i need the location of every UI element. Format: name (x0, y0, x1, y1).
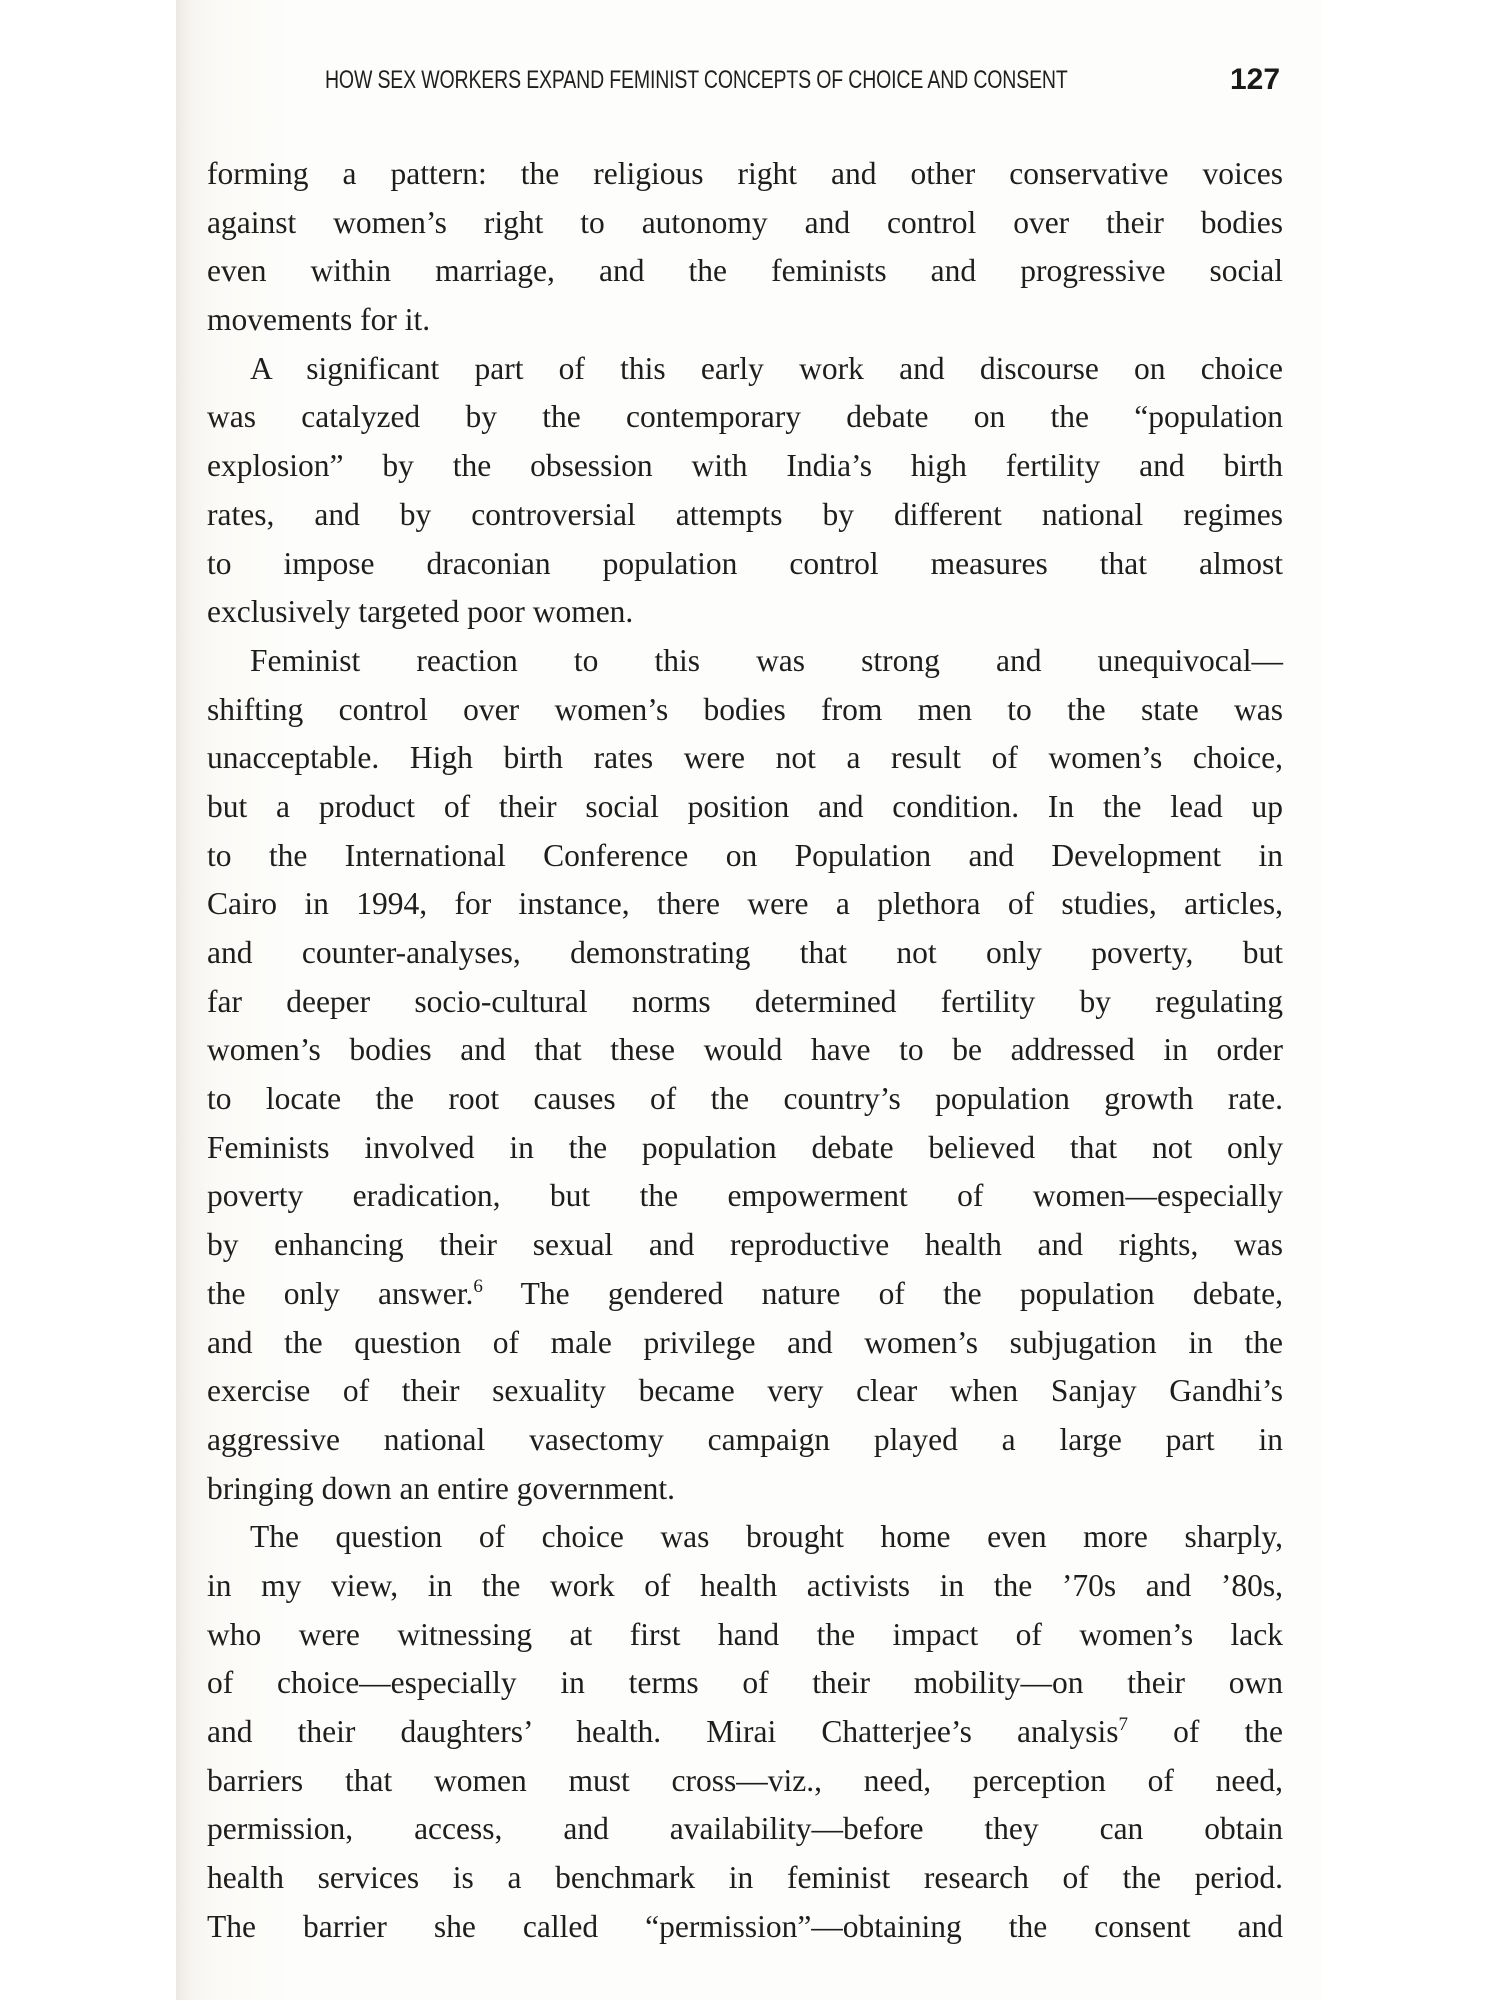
text-line: Feminists involved in the population debate believed that not only (207, 1129, 1283, 1165)
text-line: was catalyzed by the contemporary debate on the “population (207, 399, 1283, 435)
body-text (207, 152, 1283, 1953)
text-line: by enhancing their sexual and reproductive health and rights, was (207, 1227, 1283, 1263)
text-line: who were witnessing at first hand the impact of women’s lack (207, 1616, 1283, 1652)
text-line: health services is a benchmark in feminist research of the period. (207, 1860, 1283, 1896)
footnote-marker[interactable]: 6 (473, 1275, 483, 1297)
text-line: unacceptable. High birth rates were not a result of women’s choice, (207, 740, 1283, 776)
text-line: A significant part of this early work and discourse on choice (250, 350, 1283, 386)
text-line: but a product of their social position and condition. In the lead up (207, 788, 1283, 824)
running-head-title: HOW SEX WORKERS EXPAND FEMINIST CONCEPTS OF CHOICE AND CONSENT (325, 66, 1068, 94)
text-line: poverty eradication, but the empowerment of women—especially (207, 1178, 1283, 1214)
paragraph (207, 347, 1283, 639)
text-line: movements for it. (207, 302, 431, 338)
text-line: women’s bodies and that these would have to be addressed in order (207, 1032, 1283, 1068)
text-line: The barrier she called “permission”—obtaining the consent and (207, 1908, 1283, 1944)
book-page (176, 0, 1322, 2000)
text-line: bringing down an entire government. (207, 1470, 676, 1506)
text-line: to locate the root causes of the country’s population growth rate. (207, 1081, 1283, 1117)
text-line: the only answer.$^6$ The gendered nature of the population debate, (207, 1275, 1283, 1311)
paragraph (207, 639, 1283, 1515)
text-line: rates, and by controversial attempts by different national regimes (207, 496, 1283, 532)
text-line: in my view, in the work of health activists in the ’70s and ’80s, (207, 1567, 1283, 1603)
text-line: and counter-analyses, demonstrating that not only poverty, but (207, 935, 1283, 970)
text-line: Feminist reaction to this was strong and unequivocal— (250, 642, 1283, 678)
text-line: explosion” by the obsession with India’s high fertility and birth (207, 448, 1283, 484)
text-line: forming a pattern: the religious right and other conservative voices (207, 156, 1283, 191)
text-line: and the question of male privilege and women’s subjugation in the (207, 1324, 1283, 1360)
text-line: exercise of their sexuality became very clear when Sanjay Gandhi’s (207, 1373, 1283, 1409)
footnote-marker[interactable]: 7 (1118, 1714, 1128, 1735)
text-line: permission, access, and availability—before they can obtain (207, 1811, 1283, 1847)
text-line: and their daughters’ health. Mirai Chatterjee’s analysis$^7$ of the (207, 1714, 1283, 1749)
text-line: shifting control over women’s bodies from men to the state was (207, 691, 1283, 727)
text-line: even within marriage, and the feminists and progressive social (207, 253, 1283, 289)
text-line: far deeper socio-cultural norms determined fertility by regulating (207, 983, 1283, 1019)
text-line: aggressive national vasectomy campaign played a large part in (207, 1421, 1283, 1457)
text-line: of choice—especially in terms of their mobility—on their own (207, 1665, 1283, 1701)
text-line: against women’s right to autonomy and control over their bodies (207, 204, 1283, 240)
running-head (176, 64, 1322, 98)
paragraph (207, 152, 1283, 347)
text-line: barriers that women must cross—viz., need, perception of need, (207, 1762, 1283, 1798)
text-line: exclusively targeted poor women. (207, 594, 634, 630)
text-line: to the International Conference on Population and Development in (207, 837, 1283, 873)
text-line: Cairo in 1994, for instance, there were a plethora of studies, articles, (207, 886, 1283, 922)
text-line: The question of choice was brought home even more sharply, (250, 1519, 1283, 1555)
text-line: to impose draconian population control measures that almost (207, 545, 1283, 581)
paragraph (207, 1515, 1283, 1953)
page-number: 127 (1230, 63, 1281, 96)
